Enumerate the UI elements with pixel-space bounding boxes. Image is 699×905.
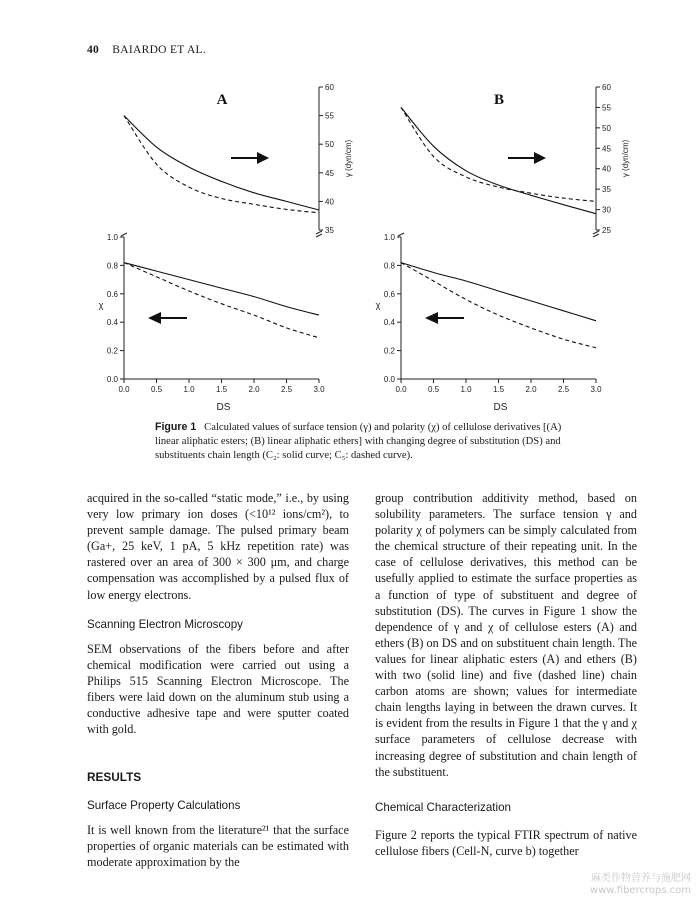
chi-tick-label: 0.8 bbox=[106, 261, 118, 271]
axis-break-mark bbox=[316, 234, 322, 237]
chi-tick-label: 1.0 bbox=[383, 233, 395, 242]
chi-tick-label: 0.6 bbox=[383, 289, 395, 299]
gamma-tick-label: 35 bbox=[325, 226, 334, 235]
gamma-curve-c5 bbox=[401, 107, 596, 201]
chi-curve-c5 bbox=[124, 263, 319, 338]
gamma-curve-c2 bbox=[401, 107, 596, 213]
gamma-tick-label: 40 bbox=[325, 197, 334, 207]
watermark bbox=[590, 873, 691, 897]
ds-tick-label: 3.0 bbox=[313, 385, 325, 394]
ds-tick-label: 1.0 bbox=[460, 385, 472, 394]
ds-tick-label: 1.5 bbox=[215, 385, 228, 394]
right-arrow-head bbox=[257, 152, 269, 164]
chi-curve-c5 bbox=[401, 263, 596, 348]
chi-tick-label: 0.0 bbox=[106, 375, 118, 384]
watermark-line1: 麻类作物营养与施肥网 bbox=[591, 873, 691, 884]
section-heading-sem: Scanning Electron Microscopy bbox=[87, 617, 243, 631]
gamma-tick-label: 45 bbox=[325, 168, 334, 178]
right-column bbox=[375, 490, 637, 859]
section-heading-chem: Chemical Characterization bbox=[375, 800, 511, 814]
gamma-tick-label: 60 bbox=[602, 83, 611, 92]
ds-tick-label: 1.0 bbox=[183, 385, 195, 394]
gamma-curve-c2 bbox=[124, 116, 319, 210]
chi-axis-label: χ bbox=[375, 300, 381, 310]
ds-tick-label: 0.5 bbox=[427, 385, 440, 394]
gamma-tick-label: 40 bbox=[602, 164, 611, 174]
left-arrow-head bbox=[425, 312, 438, 324]
subsection-heading-spc: Surface Property Calculations bbox=[87, 799, 241, 813]
page-number: 40 bbox=[87, 44, 100, 56]
chi-tick-label: 0.6 bbox=[106, 289, 118, 299]
axis-break-mark bbox=[121, 233, 127, 236]
right-arrow-head bbox=[534, 152, 546, 164]
ds-tick-label: 2.5 bbox=[280, 385, 293, 394]
ds-tick-label: 2.0 bbox=[248, 385, 260, 394]
figure-caption bbox=[155, 420, 570, 463]
figure-caption-text: Calculated values of surface tension (γ) and polarity (χ) of cellulose derivatives [(A) linear aliphatic esters; (B) linear aliphatic ethers] with changing degree of substitution (DS) and substituents chain length (C₂: solid curve; C₅: dashed curve). bbox=[155, 422, 562, 461]
paragraph: Figure 2 reports the typical FTIR spectrum of native cellulose fibers (Cell-N, curve b) together bbox=[375, 827, 637, 858]
chi-tick-label: 0.4 bbox=[383, 318, 395, 328]
left-column bbox=[87, 490, 349, 870]
gamma-axis-label: γ (dyn/cm) bbox=[344, 139, 353, 178]
paragraph: SEM observations of the fibers before and after chemical modification were carried out using a Philips 515 Scanning Electron Microscope. The fibers were laid down on the aluminum stub using a conductive adhesive tape and were sputter coated with gold. bbox=[87, 641, 349, 737]
gamma-tick-label: 50 bbox=[602, 123, 611, 133]
section-heading-results: RESULTS bbox=[87, 770, 142, 785]
ds-tick-label: 0.5 bbox=[150, 385, 163, 394]
gamma-axis-label: γ (dyn/cm) bbox=[621, 139, 630, 178]
panel-label: A bbox=[216, 92, 228, 108]
left-arrow-head bbox=[148, 312, 161, 324]
paragraph: group contribution additivity method, based on solubility parameters. The surface tension γ and polarity χ of polymers can be simply calculated from the chemical structure of their repeating unit. In the case of cellulose derivatives, this method can be usefully applied to estimate the surface properties as a function of type of substituent and degree of substitution (DS). The curves in Figure 1 show the dependence of γ and χ of cellulose esters (A) and ethers (B) on DS and on substituent chain length. The values for linear aliphatic esters (A) and ethers (B) with two (solid line) and five (dashed line) chain carbon atoms are shown; values for intermediate chain lengths laying in between the drawn curves. It is evident from the results in Figure 1 that the γ and χ surface parameters of cellulose decrease with increasing degree of substitution and chain length of the substituent. bbox=[375, 491, 637, 779]
ds-tick-label: 0.0 bbox=[118, 385, 130, 394]
axis-break-mark bbox=[593, 231, 599, 234]
gamma-tick-label: 50 bbox=[325, 140, 334, 150]
axis-break-mark bbox=[593, 234, 599, 237]
chi-curve-c2 bbox=[124, 263, 319, 316]
ds-tick-label: 3.0 bbox=[590, 385, 602, 394]
ds-axis-label: DS bbox=[216, 402, 231, 413]
gamma-tick-label: 55 bbox=[325, 111, 334, 121]
gamma-tick-label: 60 bbox=[325, 83, 334, 92]
chi-axis-label: χ bbox=[98, 300, 104, 310]
figure-caption-label: Figure 1 bbox=[155, 421, 197, 433]
watermark-line2: www.fibercrops.com bbox=[589, 885, 691, 896]
ds-tick-label: 2.0 bbox=[525, 385, 537, 394]
figure1-panel-a bbox=[95, 75, 353, 415]
chi-tick-label: 0.0 bbox=[383, 375, 395, 384]
running-head: BAIARDO ET AL. bbox=[112, 44, 207, 56]
chi-tick-label: 0.8 bbox=[383, 261, 395, 271]
gamma-tick-label: 45 bbox=[602, 144, 611, 154]
running-header bbox=[87, 44, 206, 56]
ds-tick-label: 2.5 bbox=[557, 385, 570, 394]
figure1-panel-b bbox=[372, 75, 630, 415]
paragraph: acquired in the so-called “static mode,” i.e., by using very low primary ion doses (<10¹² ions/cm²), to prevent sample damage. The pulsed primary beam (Ga+, 25 keV, 1 pA, 5 kHz repetition rate) was rastered over an area of 300 × 300 μm, and charge compensation was accomplished by a pulsed flux of low energy electrons. bbox=[87, 491, 349, 602]
panel-label: B bbox=[493, 92, 505, 108]
gamma-tick-label: 35 bbox=[602, 185, 611, 195]
chi-tick-label: 1.0 bbox=[106, 233, 118, 242]
axis-break-mark bbox=[398, 233, 404, 236]
gamma-tick-label: 25 bbox=[602, 226, 611, 235]
chi-tick-label: 0.2 bbox=[383, 346, 395, 356]
ds-tick-label: 1.5 bbox=[492, 385, 505, 394]
chi-curve-c2 bbox=[401, 263, 596, 321]
ds-axis-label: DS bbox=[493, 402, 508, 413]
ds-tick-label: 0.0 bbox=[395, 385, 407, 394]
chi-tick-label: 0.2 bbox=[106, 346, 118, 356]
gamma-curve-c5 bbox=[124, 116, 319, 213]
paragraph: It is well known from the literature²¹ that the surface properties of organic materials can be estimated with moderate approximation by the bbox=[87, 822, 349, 869]
gamma-tick-label: 55 bbox=[602, 103, 611, 113]
gamma-tick-label: 30 bbox=[602, 205, 611, 215]
chi-tick-label: 0.4 bbox=[106, 318, 118, 328]
axis-break-mark bbox=[316, 231, 322, 234]
